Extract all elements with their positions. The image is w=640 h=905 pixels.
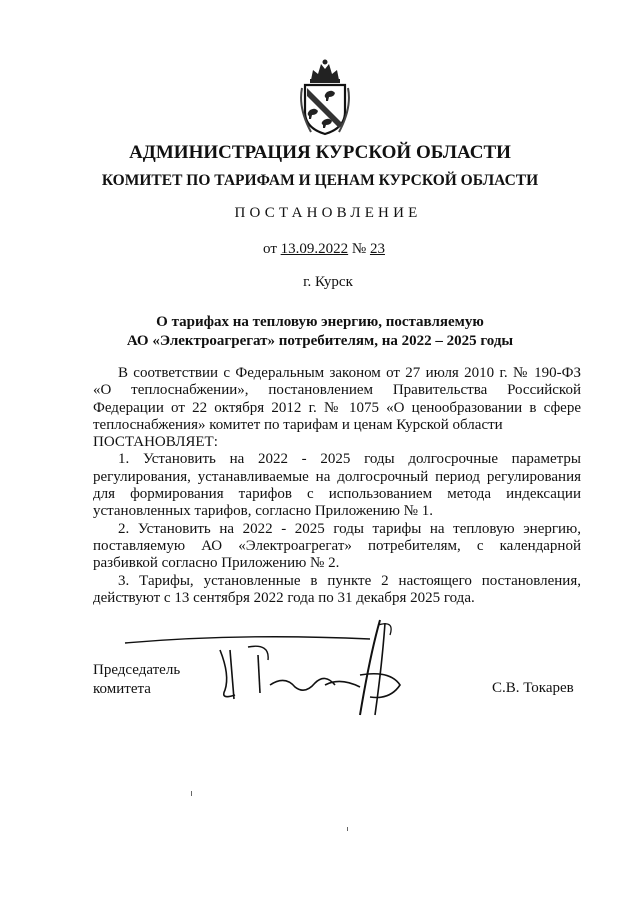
document-city: г. Курск xyxy=(303,274,353,290)
scan-artifact xyxy=(347,827,348,831)
item-1-paragraph: 1. Установить на 2022 - 2025 годы долгосрочные параметры регулирования, устанавливаемые на долгосрочный период регулирования для формирования тарифов с использованием метода индексации установленных тарифов, согласно Приложению № 1. xyxy=(93,451,581,520)
preamble-paragraph: В соответствии с Федеральным законом от 27 июля 2010 г. № 190-ФЗ «О теплоснабжении», постановлением Правительства Российской Федерации от 22 октября 2012 г. № 1075 «О ценообразовании в сфере теплоснабжения» комитет по тарифам и ценам Курской области xyxy=(93,365,581,433)
signatory-role-line-1: Председатель xyxy=(93,662,181,678)
signatory-name: С.В. Токарев xyxy=(492,680,574,696)
document-type: ПОСТАНОВЛЕНИЕ xyxy=(234,205,422,221)
date-prefix: от xyxy=(263,241,281,257)
signatory-role xyxy=(93,661,180,699)
document-subject xyxy=(0,313,640,351)
decree-word: ПОСТАНОВЛЯЕТ: xyxy=(93,434,218,451)
subject-line-2: АО «Электроагрегат» потребителям, на 2022 – 2025 годы xyxy=(126,333,514,349)
organization-title: АДМИНИСТРАЦИЯ КУРСКОЙ ОБЛАСТИ xyxy=(129,142,511,163)
committee-title: КОМИТЕТ ПО ТАРИФАМ И ЦЕНАМ КУРСКОЙ ОБЛАСТИ xyxy=(101,172,539,189)
document-date: 13.09.2022 xyxy=(280,241,349,257)
number-sign: № xyxy=(348,241,370,257)
subject-line-1: О тарифах на тепловую энергию, поставляемую xyxy=(156,314,484,330)
signatory-role-line-2: комитета xyxy=(93,681,151,697)
document-number: 23 xyxy=(369,241,385,257)
coat-of-arms-icon xyxy=(297,58,353,136)
scan-artifact xyxy=(191,791,192,796)
document-date-line xyxy=(0,241,640,258)
item-2-paragraph: 2. Установить на 2022 - 2025 годы тарифы на тепловую энергию, поставляемую АО «Электроагрегат» потребителям, с календарной разбивкой согласно Приложению № 2. xyxy=(93,520,581,572)
item-3-paragraph: 3. Тарифы, установленные в пункте 2 настоящего постановления, действуют с 13 сентября 2022 года по 31 декабря 2025 года. xyxy=(93,572,581,606)
document-body xyxy=(93,365,581,607)
